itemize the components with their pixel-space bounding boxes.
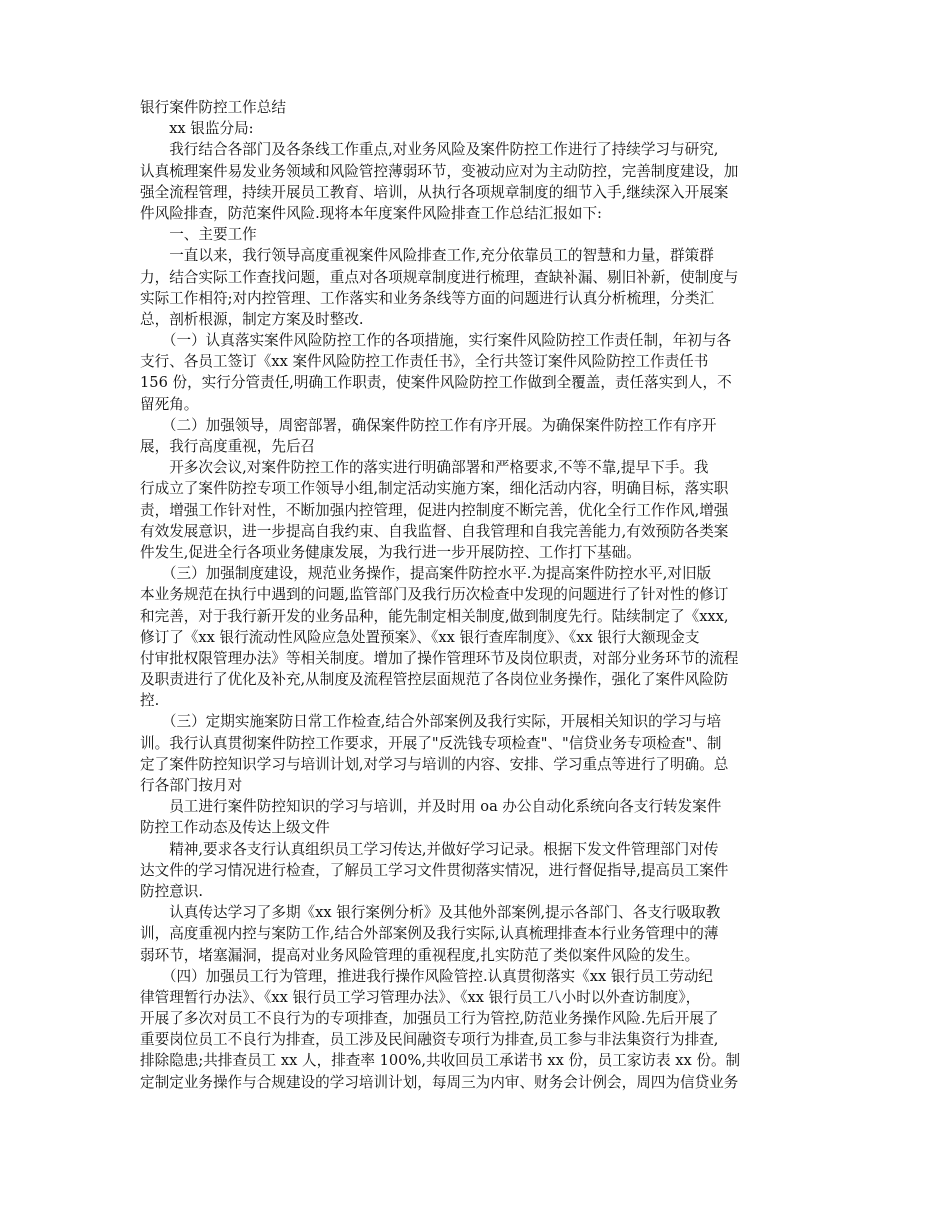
body-line: 总，剖析根源，制定方案及时整改.	[140, 310, 364, 328]
body-line: 员工进行案件防控知识的学习与培训，并及时用 oa 办公自动化系统向各支行转发案件	[140, 798, 722, 816]
body-line: 训。我行认真贯彻案件防控工作要求，开展了"反洗钱专项检查"、"信贷业务专项检查"、制	[140, 734, 722, 752]
body-line: 和完善，对于我行新开发的业务品种，能先制定相关制度,做到制度先行。陆续制定了《xxx,	[140, 607, 729, 625]
body-line: 开多次会议,对案件防控工作的落实进行明确部署和严格要求,不等不靠,提早下手。我	[140, 459, 709, 477]
body-line: 实际工作相符;对内控管理、工作落实和业务条线等方面的问题进行认真分析梳理，分类汇	[140, 289, 715, 307]
body-line: 展，我行高度重视，先后召	[140, 438, 316, 455]
body-line: 训，高度重视内控与案防工作,结合外部案例及我行实际,认真梳理排查本行业务管理中的薄	[140, 925, 719, 943]
body-line: 支行、各员工签订《xx 案件风险防控工作责任书》，全行共签订案件风险防控工作责任书	[140, 353, 709, 371]
section-heading: 一、主要工作	[140, 226, 257, 244]
body-line: 开展了多次对员工不良行为的专项排查，加强员工行为管控,防范业务操作风险.先后开展了	[140, 1010, 719, 1028]
body-line: 件风险排查，防范案件风险.现将本年度案件风险排查工作总结汇报如下:	[140, 204, 602, 222]
document-title: 银行案件防控工作总结	[140, 99, 286, 116]
body-line: （四）加强员工行为管理，推进我行操作风险管控.认真贯彻落实《xx 银行员工劳动纪	[140, 967, 714, 985]
body-line: 留死角。	[140, 395, 199, 413]
body-line: 156 份，实行分管责任,明确工作职责，使案件风险防控工作做到全覆盖，责任落实到人，不	[140, 374, 732, 392]
body-line: 认真传达学习了多期《xx 银行案例分析》及其他外部案例,提示各部门、各支行吸取教	[140, 904, 721, 922]
body-line: 控.	[140, 692, 160, 710]
body-line: 精神,要求各支行认真组织员工学习传达,并做好学习记录。根据下发文件管理部门对传	[140, 840, 719, 858]
body-line: 重要岗位员工不良行为排查，员工涉及民间融资专项行为排查,员工参与非法集资行为排查,	[140, 1031, 719, 1049]
document-page	[140, 97, 812, 1093]
body-line: 修订了《xx 银行流动性风险应急处置预案》、《xx 银行查库制度》、《xx 银行大额现金支	[140, 628, 700, 646]
body-line: （三）定期实施案防日常工作检查,结合外部案例及我行实际，开展相关知识的学习与培	[140, 713, 722, 731]
body-line: 我行结合各部门及各条线工作重点,对业务风险及案件防控工作进行了持续学习与研究,	[140, 141, 719, 159]
body-line: 力，结合实际工作查找问题，重点对各项规章制度进行梳理，查缺补漏、剔旧补新，使制度与	[140, 268, 739, 286]
body-line: 防控工作动态及传达上级文件	[140, 819, 330, 837]
body-line: xx 银监分局:	[140, 120, 254, 138]
body-line: 一直以来，我行领导高度重视案件风险排查工作,充分依靠员工的智慧和力量，群策群	[140, 247, 714, 265]
body-line: 行各部门按月对	[140, 777, 243, 794]
body-line: （二）加强领导，周密部署，确保案件防控工作有序开展。为确保案件防控工作有序开	[140, 416, 717, 434]
body-line: （一）认真落实案件风险防控工作的各项措施，实行案件风险防控工作责任制，年初与各	[140, 332, 732, 350]
body-line: 有效发展意识，进一步提高自我约束、自我监督、自我管理和自我完善能力,有效预防各类案	[140, 522, 729, 540]
body-line: 行成立了案件防控专项工作领导小组,制定活动实施方案，细化活动内容，明确目标，落实职	[140, 480, 729, 498]
body-line: 达文件的学习情况进行检查，了解员工学习文件贯彻落实情况，进行督促指导,提高员工案件	[140, 861, 729, 879]
body-line: 律管理暂行办法》、《xx 银行员工学习管理办法》、《xx 银行员工八小时以外查访制度》，	[140, 988, 701, 1006]
body-line: 弱环节，堵塞漏洞，提高对业务风险管理的重视程度,扎实防范了类似案件风险的发生。	[140, 946, 700, 964]
document-body	[140, 118, 812, 1093]
body-line: 件发生,促进全行各项业务健康发展，为我行进一步开展防控、工作打下基础。	[140, 543, 641, 561]
body-line: 排除隐患;共排查员工 xx 人，排查率 100%,共收回员工承诺书 xx 份，员工家访表 xx 份。制	[140, 1052, 741, 1070]
body-line: 本业务规范在执行中遇到的问题,监管部门及我行历次检查中发现的问题进行了针对性的修订	[140, 586, 729, 604]
body-line: 定制定业务操作与合规建设的学习培训计划，每周三为内审、财务会计例会，周四为信贷业务	[140, 1073, 739, 1091]
body-line: 认真梳理案件易发业务领域和风险管控薄弱环节，变被动应对为主动防控，完善制度建设，加	[140, 162, 739, 180]
body-line: 付审批权限管理办法》等相关制度。增加了操作管理环节及岗位职责，对部分业务环节的流程	[140, 649, 739, 667]
body-line: 防控意识.	[140, 882, 204, 900]
body-line: 强全流程管理，持续开展员工教育、培训，从执行各项规章制度的细节入手,继续深入开展案	[140, 183, 729, 201]
body-line: 责，增强工作针对性，不断加强内控管理，促进内控制度不断完善，优化全行工作作风,增强	[140, 501, 729, 519]
body-line: 及职责进行了优化及补充,从制度及流程管控层面规范了各岗位业务操作，强化了案件风险防	[140, 671, 729, 689]
body-line: 定了案件防控知识学习与培训计划,对学习与培训的内容、安排、学习重点等进行了明确。总	[140, 755, 729, 773]
body-line: （三）加强制度建设，规范业务操作，提高案件防控水平.为提高案件防控水平,对旧版	[140, 565, 712, 583]
